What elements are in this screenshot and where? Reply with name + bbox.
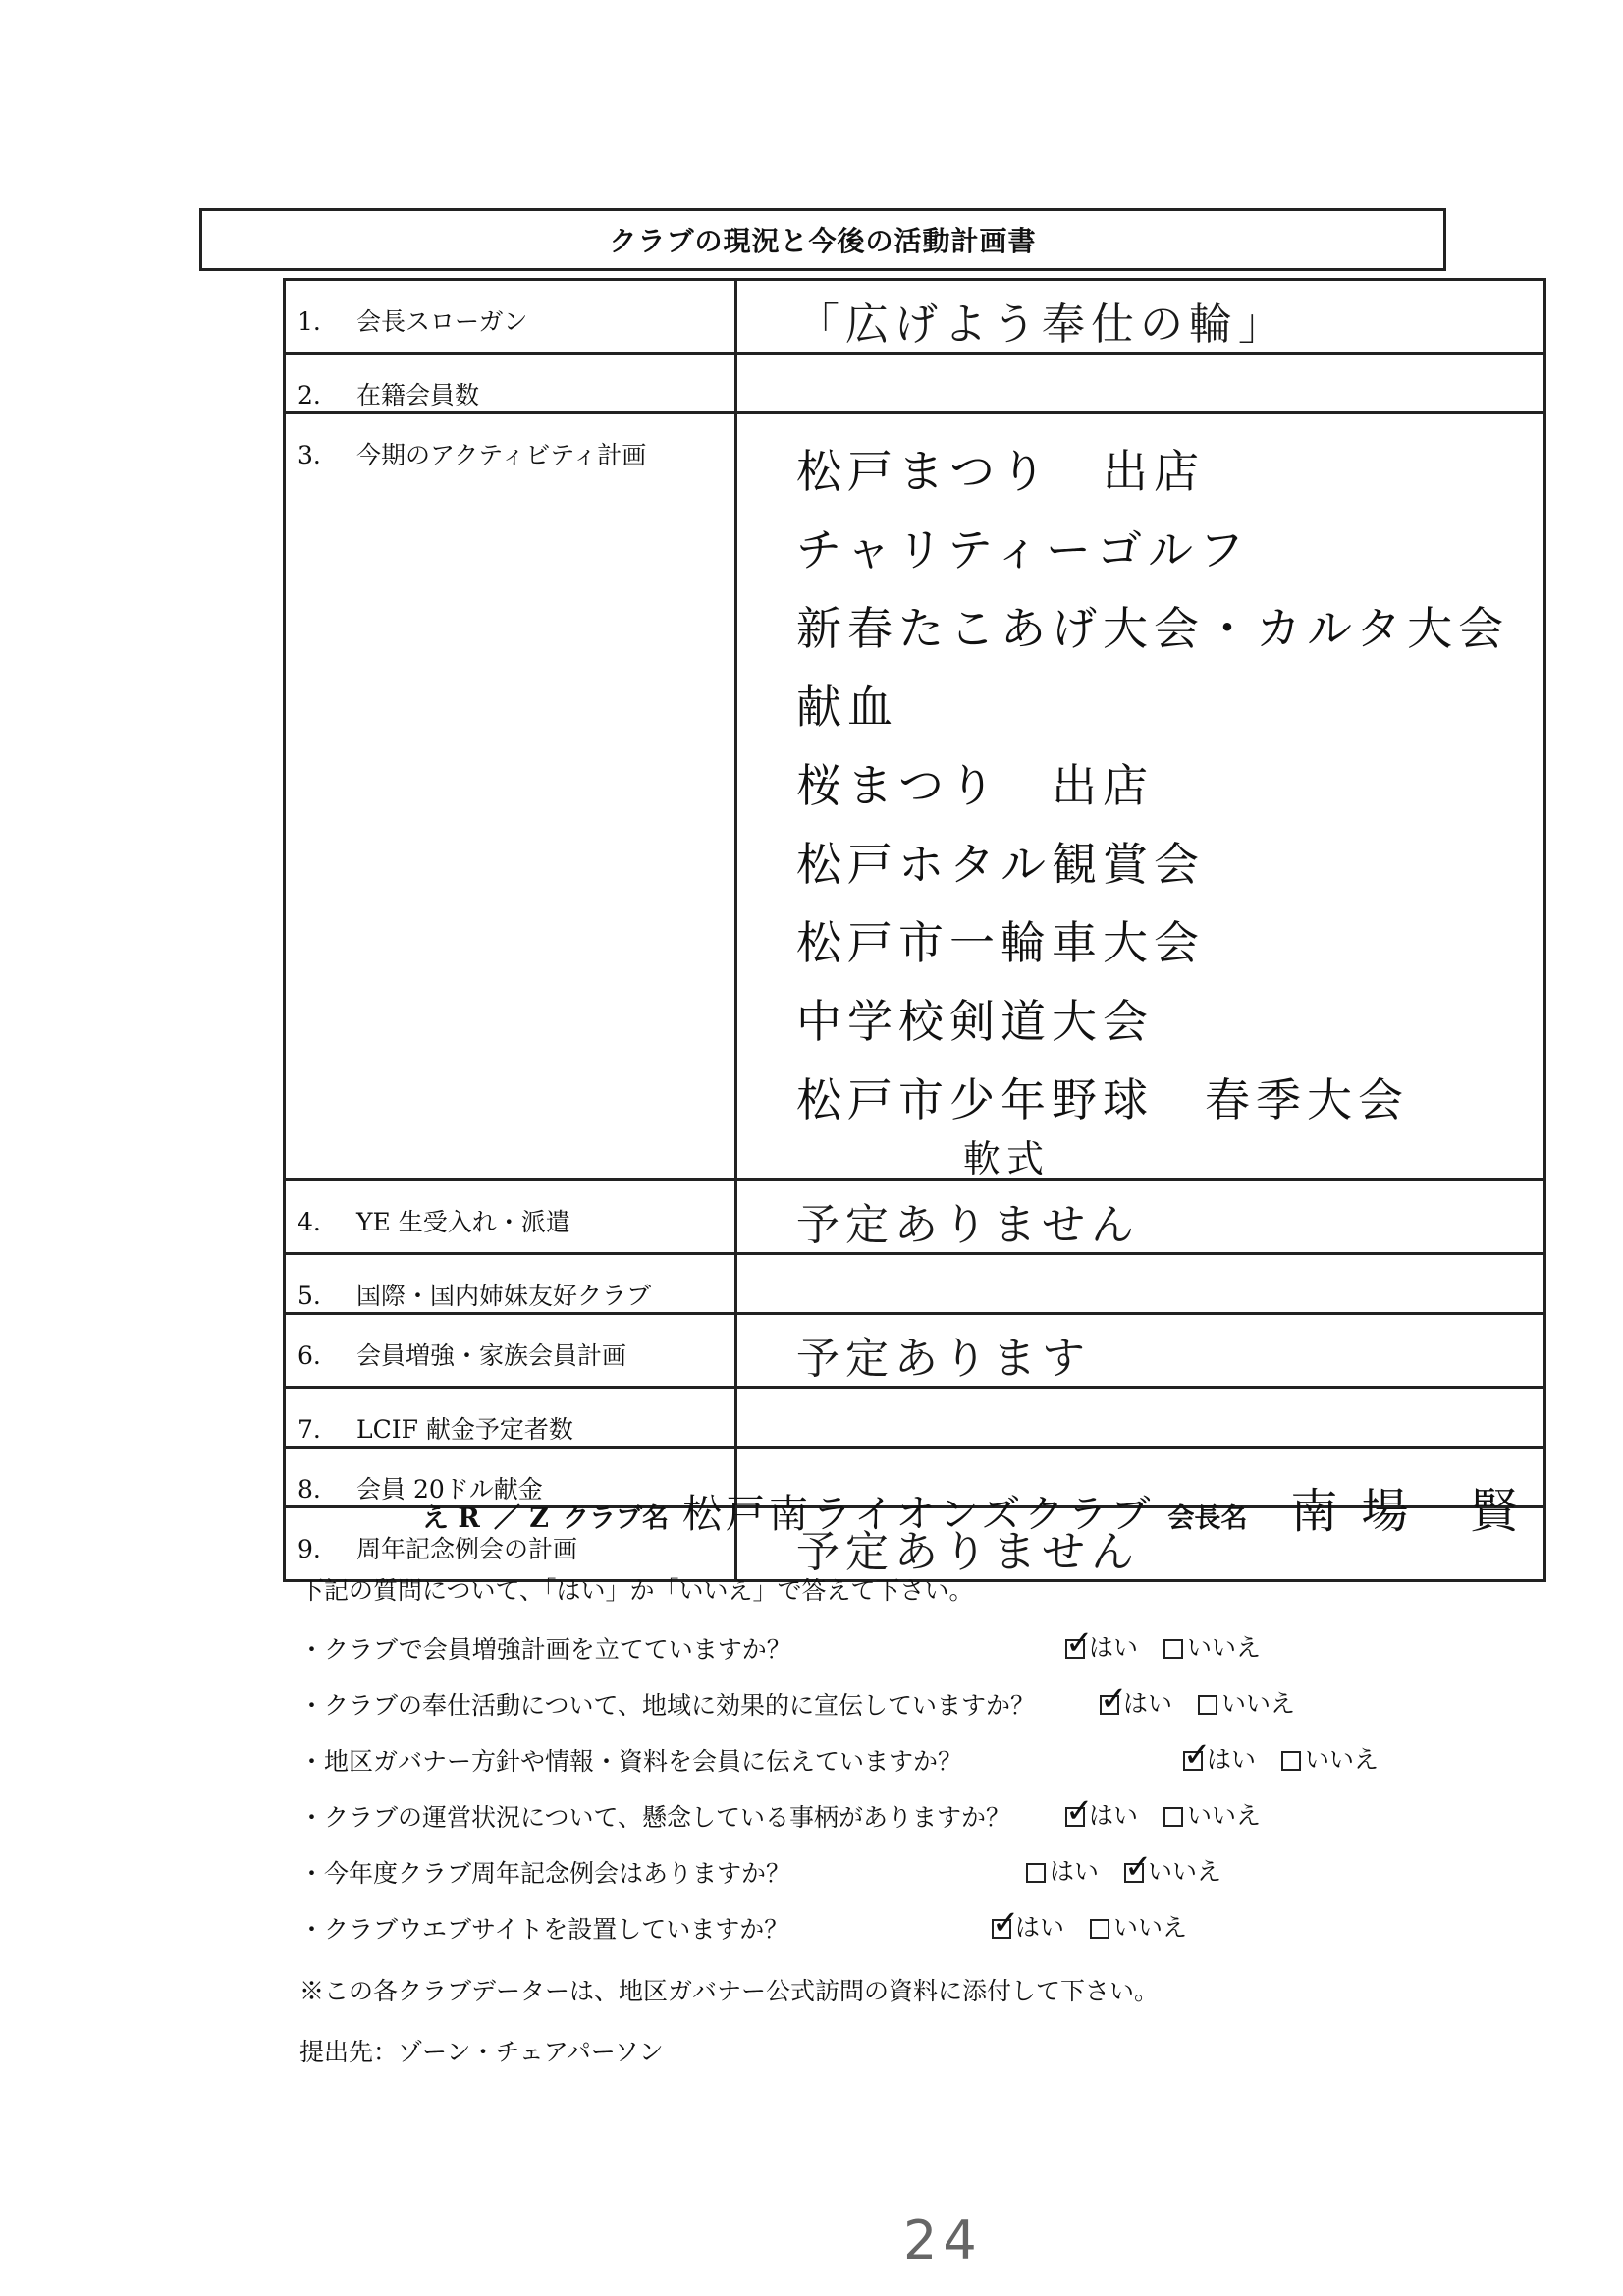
question-row <box>299 1798 1478 1854</box>
question-row <box>299 1854 1478 1910</box>
row-lcif <box>285 1388 1545 1448</box>
row-number: 8. <box>298 1475 321 1503</box>
club-name-value: 松戸南ライオンズクラブ <box>681 1492 1155 1537</box>
president-name-value: 南場 賢 <box>1290 1484 1542 1539</box>
checkbox-icon[interactable] <box>1163 1807 1183 1827</box>
question-row <box>299 1686 1478 1742</box>
row-member-count <box>285 354 1545 413</box>
plan-table <box>283 278 1546 1582</box>
row-ye <box>285 1180 1545 1254</box>
activity-item-note: 軟式 <box>963 1137 1051 1180</box>
yes-option[interactable]: ✓ はい <box>992 1913 1064 1941</box>
row-activity-plan <box>285 413 1545 1180</box>
row-label: YE 生受入れ・派遣 <box>356 1208 570 1236</box>
row-sister-club <box>285 1254 1545 1314</box>
slogan-value: 「広げよう奉仕の輪」 <box>736 280 1545 354</box>
club-info-line <box>422 1473 1561 1539</box>
row-number: 3. <box>298 441 321 469</box>
row-label: 国際・国内姉妹友好クラブ <box>356 1282 652 1310</box>
row-number: 6. <box>298 1341 321 1370</box>
checkbox-icon[interactable] <box>1090 1919 1109 1939</box>
row-label: 会長スローガン <box>356 307 528 336</box>
activity-item: 献血 <box>796 681 898 734</box>
checkbox-icon[interactable] <box>1281 1751 1301 1771</box>
questionnaire <box>299 1571 1478 2007</box>
row-number: 1. <box>298 307 321 336</box>
question-options <box>1026 1852 1239 1887</box>
submit-to: 提出先：ゾーン・チェアパーソン <box>299 2038 664 2066</box>
club-name-label: クラブ名 <box>562 1503 669 1534</box>
membership-plan-value: 予定あります <box>736 1314 1545 1388</box>
yes-option[interactable]: ✓ はい <box>1100 1689 1172 1718</box>
question-text: ・今年度クラブ周年記念例会はありますか？ <box>299 1859 791 1887</box>
row-number: 4. <box>298 1208 321 1236</box>
region-label: え R <box>422 1503 480 1534</box>
question-text: ・クラブで会員増強計画を立てていますか？ <box>299 1635 791 1664</box>
yes-option[interactable]: ✓ はい <box>1183 1745 1256 1774</box>
row-label: 在籍会員数 <box>356 381 480 410</box>
row-number: 2. <box>298 381 321 410</box>
row-label: 周年記念例会の計画 <box>356 1535 578 1563</box>
questionnaire-intro: 下記の質問について、「はい」か「いいえ」で答えて下さい。 <box>299 1576 974 1605</box>
no-option[interactable]: いいえ <box>1198 1689 1295 1718</box>
question-text: ・クラブの奉仕活動について、地域に効果的に宣伝していますか？ <box>299 1691 1036 1720</box>
row-number: 5. <box>298 1282 321 1310</box>
no-option[interactable]: いいえ <box>1163 1633 1261 1662</box>
question-options <box>992 1908 1205 1943</box>
question-options <box>1065 1628 1278 1664</box>
row-number: 7. <box>298 1415 321 1444</box>
checkbox-icon[interactable] <box>1163 1639 1183 1659</box>
checkbox-checked-icon[interactable] <box>1065 1807 1085 1827</box>
row-number: 9. <box>298 1535 321 1563</box>
member-count-value <box>736 354 1545 413</box>
zone-label: ／ Z <box>493 1503 549 1534</box>
question-row <box>299 1630 1478 1686</box>
question-text: ・クラブの運営状況について、懸念している事柄がありますか？ <box>299 1803 1011 1831</box>
ye-value: 予定ありません <box>736 1180 1545 1254</box>
question-row <box>299 1910 1478 1966</box>
checkbox-checked-icon[interactable] <box>1183 1751 1203 1771</box>
question-options <box>1183 1740 1396 1776</box>
checkbox-checked-icon[interactable] <box>1124 1863 1144 1883</box>
activity-item: 松戸まつり 出店 <box>796 445 1205 498</box>
activity-item: 新春たこあげ大会・カルタ大会 <box>796 602 1510 655</box>
yes-option[interactable]: ✓ はい <box>1065 1801 1138 1830</box>
row-label: 会員増強・家族会員計画 <box>356 1341 627 1370</box>
no-option[interactable]: いいえ <box>1090 1913 1187 1941</box>
activity-item: 中学校剣道大会 <box>796 995 1154 1048</box>
activity-item: 桜まつり 出店 <box>796 759 1154 812</box>
activity-list-cell <box>736 413 1545 1180</box>
checkbox-icon[interactable] <box>1026 1863 1046 1883</box>
activity-item: 松戸市少年野球 春季大会 <box>796 1073 1409 1126</box>
yes-option[interactable]: はい <box>1026 1857 1099 1886</box>
question-text: ・クラブウエブサイトを設置していますか？ <box>299 1915 789 1943</box>
activity-item: チャリティーゴルフ <box>796 523 1251 576</box>
anniversary-value: 予定ありません <box>736 1507 1545 1581</box>
question-options <box>1065 1796 1278 1831</box>
checkbox-checked-icon[interactable] <box>1100 1695 1119 1715</box>
page-number: 24 <box>903 2210 983 2271</box>
no-option[interactable]: いいえ <box>1163 1801 1261 1830</box>
row-label: 会員 20ドル献金 <box>356 1475 543 1503</box>
question-row <box>299 1742 1478 1798</box>
document-title: クラブの現況と今後の活動計画書 <box>199 208 1446 271</box>
lcif-value <box>736 1388 1545 1448</box>
checkbox-checked-icon[interactable] <box>992 1919 1011 1939</box>
activity-list <box>737 414 1543 1178</box>
checkbox-checked-icon[interactable] <box>1065 1639 1085 1659</box>
sister-club-value <box>736 1254 1545 1314</box>
row-label: 今期のアクティビティ計画 <box>356 441 647 469</box>
row-label: LCIF 献金予定者数 <box>356 1415 573 1444</box>
row-slogan <box>285 280 1545 354</box>
activity-item: 松戸市一輪車大会 <box>796 916 1205 969</box>
no-option[interactable]: ✓ いいえ <box>1124 1857 1221 1886</box>
president-label: 会長名 <box>1167 1503 1248 1534</box>
yes-option[interactable]: ✓ はい <box>1065 1633 1138 1662</box>
attachment-note: ※この各クラブデーターは、地区ガバナー公式訪問の資料に添付して下さい。 <box>299 1977 1160 2005</box>
question-text: ・地区ガバナー方針や情報・資料を会員に伝えていますか？ <box>299 1747 963 1776</box>
no-option[interactable]: いいえ <box>1281 1745 1379 1774</box>
question-options <box>1100 1684 1313 1720</box>
activity-item: 松戸ホタル観賞会 <box>796 838 1205 891</box>
row-membership-plan <box>285 1314 1545 1388</box>
checkbox-icon[interactable] <box>1198 1695 1217 1715</box>
